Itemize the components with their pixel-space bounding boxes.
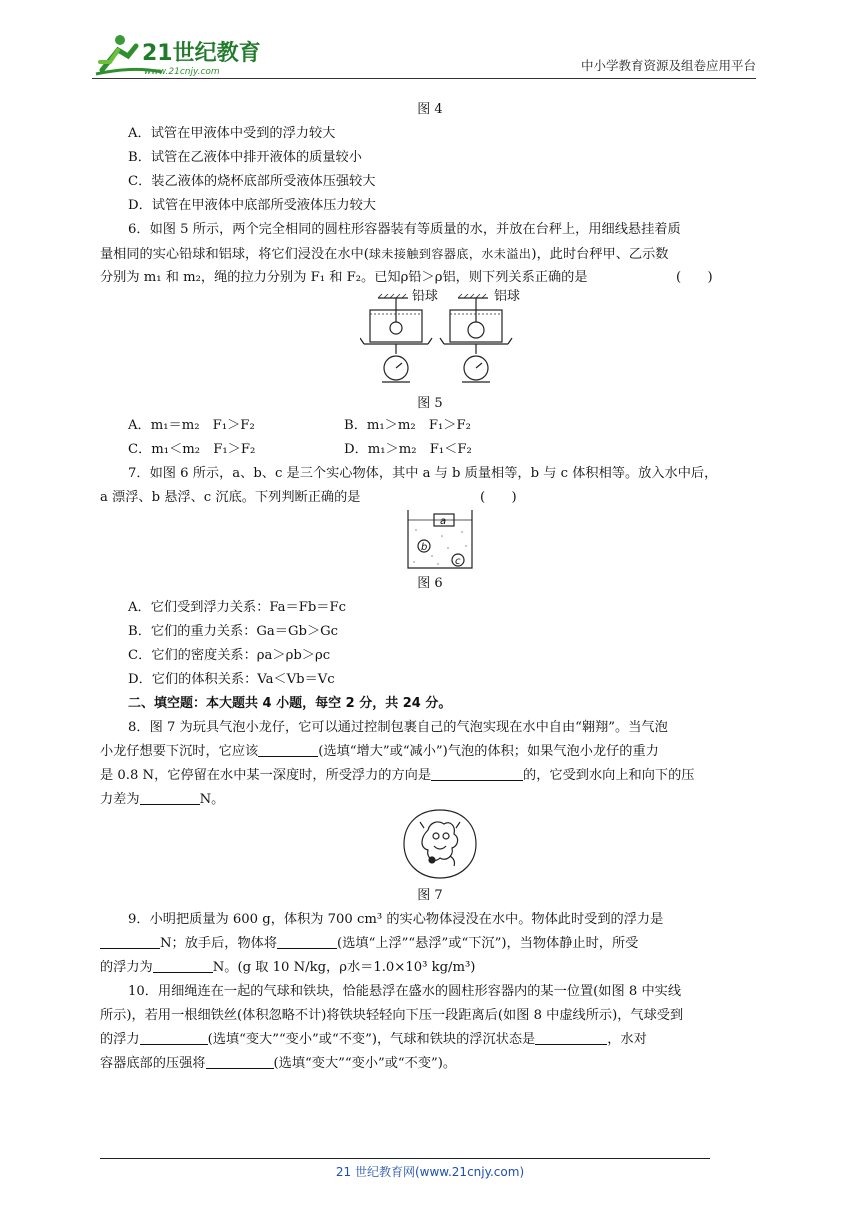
- fig5-label-aluminum-ball: 铝球: [494, 289, 521, 304]
- q7-option-a: A．它们受到浮力关系：Fa＝Fb＝Fc: [128, 600, 347, 615]
- figure-7-dragon-icon: [400, 806, 480, 882]
- q7-option-b: B．它们的重力关系：Ga＝Gb＞Gc: [128, 624, 339, 639]
- q6-note: 球未接触到容器底，水未溢出: [368, 247, 532, 261]
- figure-7-caption: 图 7: [417, 888, 443, 903]
- q10-blank-3[interactable]: [206, 1052, 274, 1069]
- figure-6-caption: 图 6: [417, 576, 443, 591]
- q6-option-c: C．m₁＜m₂ F₁＞F₂: [128, 442, 256, 457]
- q10-blank-2[interactable]: [535, 1028, 607, 1045]
- fig6-label-c: c: [455, 556, 461, 567]
- q8-stem-line-1: 8．图 7 为玩具气泡小龙仔，它可以通过控制包裹自己的气泡实现在水中自由“翱翔”。当气泡: [128, 720, 668, 735]
- q6-option-a: A．m₁＝m₂ F₁＞F₂: [128, 418, 255, 433]
- q6-answer-bracket: ( ): [676, 270, 713, 285]
- q9-blank-2[interactable]: [277, 932, 337, 949]
- q9-blank-3[interactable]: [153, 956, 213, 973]
- site-logo: [92, 26, 262, 82]
- q7-answer-bracket: ( ): [480, 490, 517, 505]
- q9-stem-line-3: 的浮力为 N。(g 取 10 N/kg，ρ水＝1.0×10³ kg/m³): [100, 956, 756, 980]
- footer-link[interactable]: 21 世纪教育网(www.21cnjy.com): [335, 1165, 525, 1179]
- q9-stem-line-2: N；放手后，物体将 (选填“上浮”“悬浮”或“下沉”)，当物体静止时，所受: [100, 932, 756, 956]
- q7-stem-line-1: 7．如图 6 所示，a、b、c 是三个实心物体，其中 a 与 b 质量相等，b 与 c 体积相等。放入水中后，: [128, 466, 718, 481]
- q8-stem-line-2: 小龙仔想要下沉时，它应该 (选填“增大”或“减小”)气泡的体积；如果气泡小龙仔的重力: [100, 740, 756, 764]
- q8-blank-2[interactable]: [431, 764, 523, 781]
- figure-4-caption: 图 4: [417, 102, 443, 117]
- q5-option-d: D．试管在甲液体中底部所受液体压力较大: [128, 198, 376, 213]
- q8-blank-3[interactable]: [140, 788, 200, 805]
- q5-option-c: C．装乙液体的烧杯底部所受液体压强较大: [128, 174, 376, 189]
- q5-option-b: B．试管在乙液体中排开液体的质量较小: [128, 150, 362, 165]
- q6-option-d: D．m₁＞m₂ F₁＜F₂: [344, 442, 472, 457]
- figure-6: [402, 506, 478, 572]
- svg-text:www.21cnjy.com: www.21cnjy.com: [144, 67, 220, 77]
- q8-blank-1[interactable]: [258, 740, 318, 757]
- section-2-heading: 二、填空题：本大题共 4 小题，每空 2 分，共 24 分。: [128, 696, 452, 711]
- header-platform-text: 中小学教育资源及组卷应用平台: [580, 58, 756, 73]
- q10-stem-line-1: 10．用细绳连在一起的气球和铁块，恰能悬浮在盛水的圆柱形容器内的某一位置(如图 8 中实线: [128, 984, 682, 999]
- q6-stem-line-2: 量相同的实心铅球和铝球，将它们浸没在水中(球未接触到容器底，水未溢出)，此时台秤甲、乙示数: [100, 247, 669, 262]
- q10-stem-line-3: 的浮力 (选填“变大”“变小”或“不变”)，气球和铁块的浮沉状态是 ，水对: [100, 1028, 756, 1052]
- q7-option-d: D．它们的体积关系：Va＜Vb＝Vc: [128, 672, 335, 687]
- q9-blank-1[interactable]: [100, 932, 160, 949]
- q6-stem-line-1: 6．如图 5 所示，两个完全相同的圆柱形容器装有等质量的水，并放在台秤上，用细线悬挂着质: [128, 222, 681, 237]
- q8-stem-line-3: 是 0.8 N，它停留在水中某一深度时，所受浮力的方向是 的，它受到水向上和向下的压: [100, 764, 756, 788]
- figure-5-caption: 图 5: [417, 396, 443, 411]
- q10-stem-line-4: 容器底部的压强将 (选填“变大”“变小”或“不变”)。: [100, 1052, 756, 1076]
- q8-stem-line-4: 力差为 N。: [100, 788, 756, 812]
- q5-option-a: A．试管在甲液体中受到的浮力较大: [128, 126, 336, 141]
- fig6-label-a: a: [440, 516, 447, 527]
- q7-stem-line-2: a 漂浮、b 悬浮、c 沉底。下列判断正确的是 ( ): [100, 486, 756, 510]
- fig6-label-b: b: [421, 542, 428, 553]
- fig5-label-lead-ball: 铅球: [412, 289, 439, 304]
- q7-option-c: C．它们的密度关系：ρa＞ρb＞ρc: [128, 648, 331, 663]
- q10-stem-line-2: 所示)，若用一根细铁丝(体积忽略不计)将铁块轻轻向下压一段距离后(如图 8 中虚线所示)，气球受到: [100, 1008, 684, 1023]
- q9-stem-line-1: 9．小明把质量为 600 g，体积为 700 cm³ 的实心物体浸没在水中。物体此时受到的浮力是: [128, 912, 664, 927]
- figure-5: [360, 288, 530, 384]
- q10-blank-1[interactable]: [140, 1028, 208, 1045]
- q6-stem-line-3: 分别为 m₁ 和 m₂，绳的拉力分别为 F₁ 和 F₂。已知ρ铅＞ρ铝，则下列关系正确的是 ( ): [100, 266, 756, 290]
- footer-divider: [100, 1158, 710, 1159]
- q6-option-b: B．m₁＞m₂ F₁＞F₂: [344, 418, 471, 433]
- svg-text:21世纪教育: 21世纪教育: [142, 41, 261, 66]
- header-divider: [92, 78, 756, 79]
